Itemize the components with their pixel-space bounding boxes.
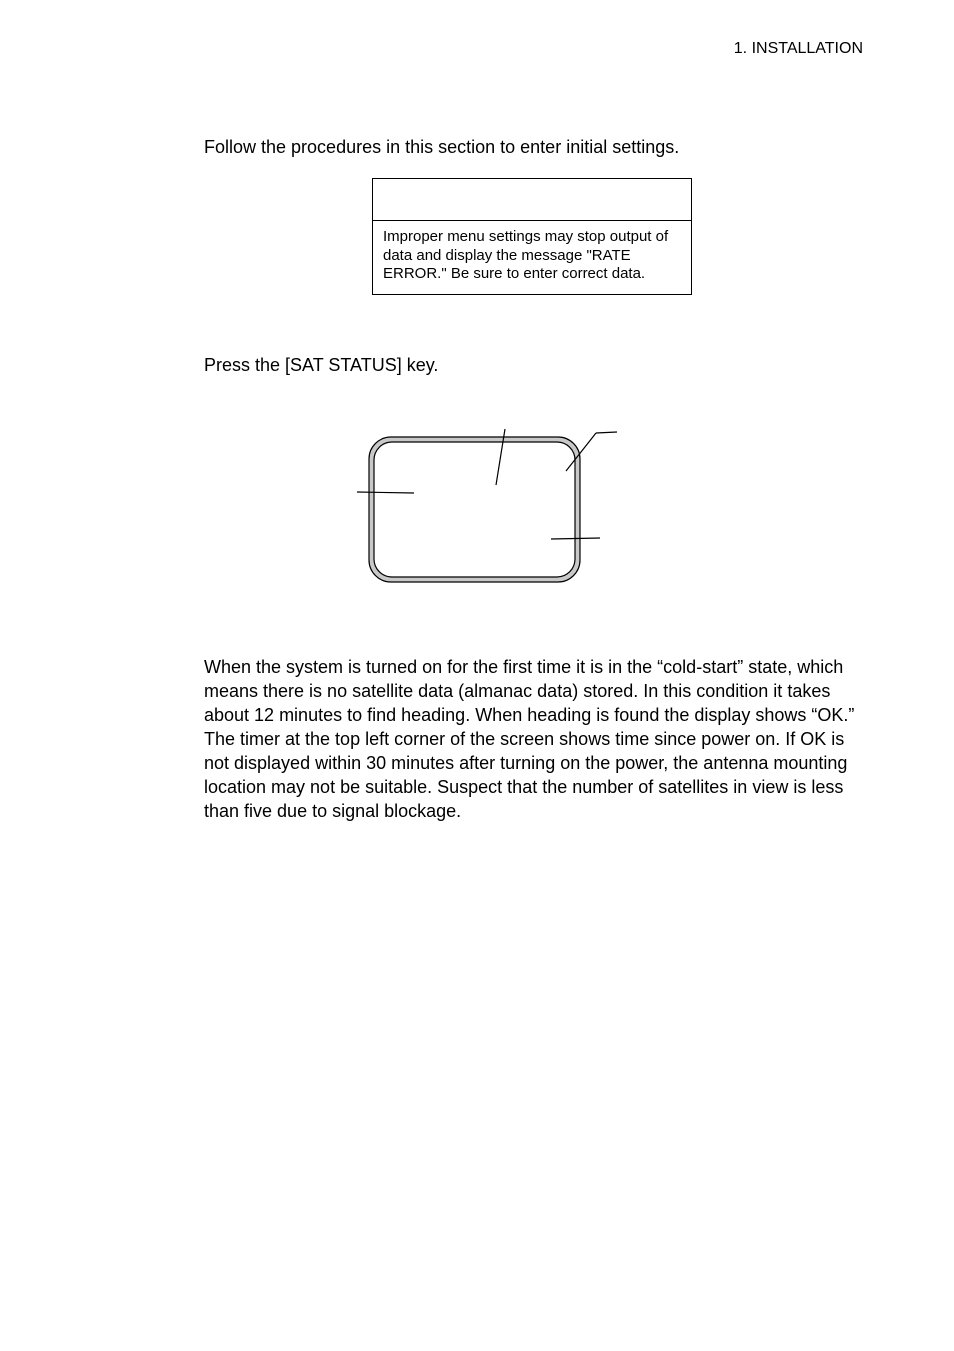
body-paragraph: When the system is turned on for the first time it is in the “cold-start” state, which means there is no satellite data (almanac data) stored. In this condition it takes about 12 minutes to find heading. When heading is found the display shows “OK.” The timer at the top left corner of the screen shows time since power on. If OK is not displayed within 30 minutes after turning on the power, the antenna mounting location may not be suitable. Suspect that the number of satellites in view is less than five due to signal blockage. [204,657,855,821]
step-instruction: Press the [SAT STATUS] key. [204,355,439,375]
display-screen [374,442,575,577]
intro-paragraph: Follow the procedures in this section to enter initial settings. [204,137,680,157]
note-header [373,179,691,221]
sat-status-display-diagram [340,420,630,590]
note-box [372,178,692,295]
note-text: Improper menu settings may stop output of data and display the message "RATE ERROR." Be sure to enter correct data. [383,228,669,282]
running-header: 1. INSTALLATION [733,40,863,57]
callout-line-top-right-tail [596,432,617,433]
